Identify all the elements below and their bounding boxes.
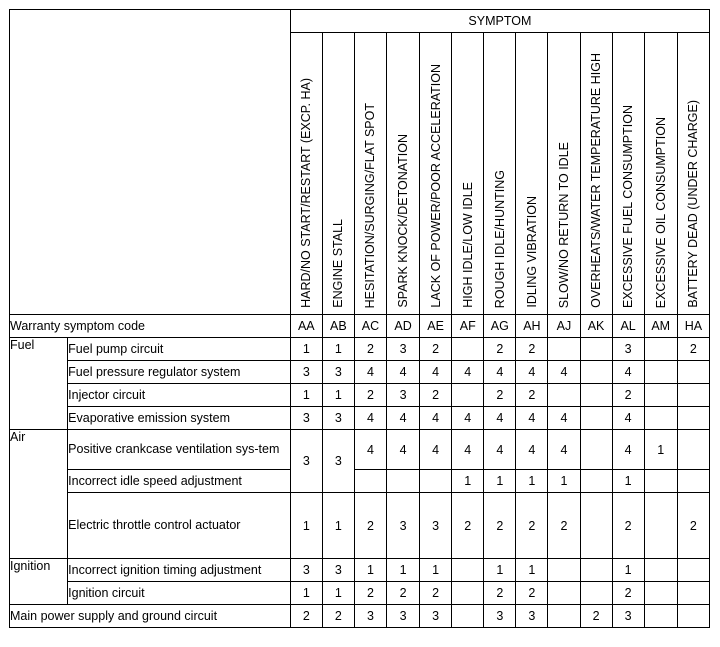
value-cell: 2	[420, 384, 452, 407]
row-label: Fuel pressure regulator system	[68, 361, 291, 384]
symptom-col-5: HIGH IDLE/LOW IDLE	[452, 33, 484, 315]
group-label-main: Main power supply and ground circuit	[10, 605, 291, 628]
value-cell: 4	[387, 430, 420, 470]
value-cell: 1	[290, 493, 322, 559]
value-cell	[580, 430, 612, 470]
value-cell: 1	[322, 384, 354, 407]
value-cell: 2	[354, 582, 386, 605]
code-cell: AL	[612, 315, 644, 338]
value-cell: 4	[612, 361, 644, 384]
code-cell: AC	[354, 315, 386, 338]
value-cell: 2	[484, 384, 516, 407]
value-cell: 1	[612, 559, 644, 582]
value-cell: 4	[516, 407, 548, 430]
value-cell: 4	[548, 430, 580, 470]
value-cell	[644, 338, 677, 361]
code-cell: AD	[387, 315, 420, 338]
value-cell: 3	[612, 605, 644, 628]
value-cell: 1	[516, 559, 548, 582]
value-cell	[677, 559, 709, 582]
value-cell	[548, 559, 580, 582]
value-cell: 2	[612, 493, 644, 559]
symptom-col-4: LACK OF POWER/POOR ACCELERATION	[420, 33, 452, 315]
value-cell: 1	[290, 384, 322, 407]
value-cell: 4	[354, 430, 386, 470]
table-row	[10, 559, 710, 582]
value-cell: 2	[580, 605, 612, 628]
value-cell	[644, 582, 677, 605]
value-cell: 3	[484, 605, 516, 628]
value-cell: 3	[322, 559, 354, 582]
value-cell: 4	[612, 430, 644, 470]
table-row	[10, 605, 710, 628]
value-cell: 4	[387, 361, 420, 384]
value-cell	[580, 338, 612, 361]
value-cell: 1	[484, 559, 516, 582]
table-row	[10, 430, 710, 470]
value-cell: 1	[484, 470, 516, 493]
value-cell: 2	[548, 493, 580, 559]
value-cell: 4	[516, 430, 548, 470]
table-row	[10, 361, 710, 384]
value-cell	[548, 384, 580, 407]
value-cell: 4	[548, 407, 580, 430]
value-cell: 2	[612, 384, 644, 407]
value-cell: 3	[322, 430, 354, 493]
symptom-col-8: SLOW/NO RETURN TO IDLE	[548, 33, 580, 315]
value-cell: 1	[354, 559, 386, 582]
code-cell: AB	[322, 315, 354, 338]
value-cell: 3	[290, 361, 322, 384]
value-cell	[580, 493, 612, 559]
value-cell	[580, 361, 612, 384]
value-cell	[580, 407, 612, 430]
symptom-col-6: ROUGH IDLE/HUNTING	[484, 33, 516, 315]
symptom-col-2: HESITATION/SURGING/FLAT SPOT	[354, 33, 386, 315]
row-label: Ignition circuit	[68, 582, 291, 605]
value-cell: 2	[420, 582, 452, 605]
value-cell: 1	[612, 470, 644, 493]
value-cell: 1	[516, 470, 548, 493]
value-cell	[580, 470, 612, 493]
value-cell: 4	[420, 361, 452, 384]
value-cell: 3	[387, 384, 420, 407]
value-cell: 1	[322, 582, 354, 605]
value-cell: 1	[290, 582, 322, 605]
value-cell	[677, 384, 709, 407]
value-cell: 4	[484, 430, 516, 470]
value-cell: 3	[516, 605, 548, 628]
value-cell	[644, 493, 677, 559]
value-cell: 3	[290, 407, 322, 430]
value-cell	[677, 470, 709, 493]
value-cell: 3	[612, 338, 644, 361]
symptom-matrix-table	[9, 9, 710, 628]
value-cell	[452, 338, 484, 361]
value-cell	[644, 559, 677, 582]
group-label-ignition: Ignition	[10, 559, 68, 605]
value-cell: 2	[516, 338, 548, 361]
value-cell: 1	[644, 430, 677, 470]
table-row	[10, 384, 710, 407]
table-row	[10, 493, 710, 559]
value-cell: 2	[484, 338, 516, 361]
value-cell	[677, 430, 709, 470]
code-cell: AG	[484, 315, 516, 338]
value-cell: 2	[354, 338, 386, 361]
value-cell: 2	[516, 493, 548, 559]
value-cell: 2	[516, 582, 548, 605]
value-cell: 2	[516, 384, 548, 407]
value-cell	[644, 407, 677, 430]
value-cell: 2	[677, 338, 709, 361]
value-cell	[580, 559, 612, 582]
value-cell: 2	[387, 582, 420, 605]
value-cell: 3	[420, 493, 452, 559]
value-cell: 2	[354, 384, 386, 407]
value-cell	[387, 470, 420, 493]
value-cell: 3	[387, 338, 420, 361]
value-cell: 1	[452, 470, 484, 493]
value-cell: 2	[484, 493, 516, 559]
value-cell: 2	[612, 582, 644, 605]
value-cell	[644, 361, 677, 384]
table-row	[10, 470, 710, 493]
value-cell: 4	[484, 361, 516, 384]
code-cell: AH	[516, 315, 548, 338]
warranty-code-row	[10, 315, 710, 338]
value-cell: 3	[354, 605, 386, 628]
value-cell	[452, 605, 484, 628]
value-cell: 4	[452, 407, 484, 430]
value-cell: 4	[452, 430, 484, 470]
value-cell: 4	[387, 407, 420, 430]
value-cell: 2	[290, 605, 322, 628]
value-cell: 2	[484, 582, 516, 605]
row-label: Injector circuit	[68, 384, 291, 407]
value-cell: 2	[354, 493, 386, 559]
table-row	[10, 338, 710, 361]
row-label: Incorrect idle speed adjustment	[68, 470, 291, 493]
symptom-col-10: EXCESSIVE FUEL CONSUMPTION	[612, 33, 644, 315]
symptom-col-12: BATTERY DEAD (UNDER CHARGE)	[677, 33, 709, 315]
value-cell: 2	[420, 338, 452, 361]
value-cell	[677, 582, 709, 605]
value-cell	[452, 384, 484, 407]
value-cell: 1	[322, 338, 354, 361]
code-cell: AA	[290, 315, 322, 338]
code-cell: HA	[677, 315, 709, 338]
code-cell: AK	[580, 315, 612, 338]
group-label-air: Air	[10, 430, 68, 559]
value-cell	[548, 582, 580, 605]
value-cell	[677, 407, 709, 430]
code-cell: AF	[452, 315, 484, 338]
symptom-col-7: IDLING VIBRATION	[516, 33, 548, 315]
symptom-col-9: OVERHEATS/WATER TEMPERATURE HIGH	[580, 33, 612, 315]
value-cell: 4	[612, 407, 644, 430]
value-cell	[580, 582, 612, 605]
value-cell: 3	[322, 361, 354, 384]
value-cell: 4	[354, 407, 386, 430]
value-cell: 4	[516, 361, 548, 384]
row-label: Incorrect ignition timing adjustment	[68, 559, 291, 582]
value-cell: 4	[354, 361, 386, 384]
value-cell: 4	[420, 407, 452, 430]
value-cell: 2	[322, 605, 354, 628]
code-cell: AE	[420, 315, 452, 338]
value-cell	[644, 384, 677, 407]
warranty-code-label: Warranty symptom code	[10, 315, 291, 338]
symptom-header: SYMPTOM	[290, 10, 709, 33]
value-cell: 3	[387, 493, 420, 559]
value-cell: 1	[322, 493, 354, 559]
value-cell	[644, 605, 677, 628]
code-cell: AJ	[548, 315, 580, 338]
value-cell: 4	[420, 430, 452, 470]
value-cell	[420, 470, 452, 493]
value-cell: 3	[387, 605, 420, 628]
value-cell	[548, 338, 580, 361]
symptom-col-0: HARD/NO START/RESTART (EXCP. HA)	[290, 33, 322, 315]
value-cell	[644, 470, 677, 493]
row-label: Positive crankcase ventilation sys-tem	[68, 430, 291, 470]
value-cell	[452, 582, 484, 605]
value-cell	[548, 605, 580, 628]
value-cell: 1	[420, 559, 452, 582]
value-cell: 4	[548, 361, 580, 384]
value-cell	[677, 605, 709, 628]
value-cell	[452, 559, 484, 582]
value-cell: 1	[290, 338, 322, 361]
header-corner-cell	[10, 10, 291, 315]
row-label: Evaporative emission system	[68, 407, 291, 430]
row-label: Electric throttle control actuator	[68, 493, 291, 559]
value-cell: 3	[420, 605, 452, 628]
value-cell: 4	[452, 361, 484, 384]
group-label-fuel: Fuel	[10, 338, 68, 430]
table-row	[10, 582, 710, 605]
value-cell	[580, 384, 612, 407]
value-cell: 3	[322, 407, 354, 430]
value-cell: 2	[452, 493, 484, 559]
value-cell: 1	[387, 559, 420, 582]
value-cell: 3	[290, 430, 322, 493]
value-cell: 3	[290, 559, 322, 582]
value-cell: 1	[548, 470, 580, 493]
value-cell	[677, 361, 709, 384]
value-cell: 2	[677, 493, 709, 559]
row-label: Fuel pump circuit	[68, 338, 291, 361]
value-cell	[354, 470, 386, 493]
symptom-col-11: EXCESSIVE OIL CONSUMPTION	[644, 33, 677, 315]
value-cell: 4	[484, 407, 516, 430]
symptom-col-1: ENGINE STALL	[322, 33, 354, 315]
table-row	[10, 407, 710, 430]
code-cell: AM	[644, 315, 677, 338]
symptom-col-3: SPARK KNOCK/DETONATION	[387, 33, 420, 315]
